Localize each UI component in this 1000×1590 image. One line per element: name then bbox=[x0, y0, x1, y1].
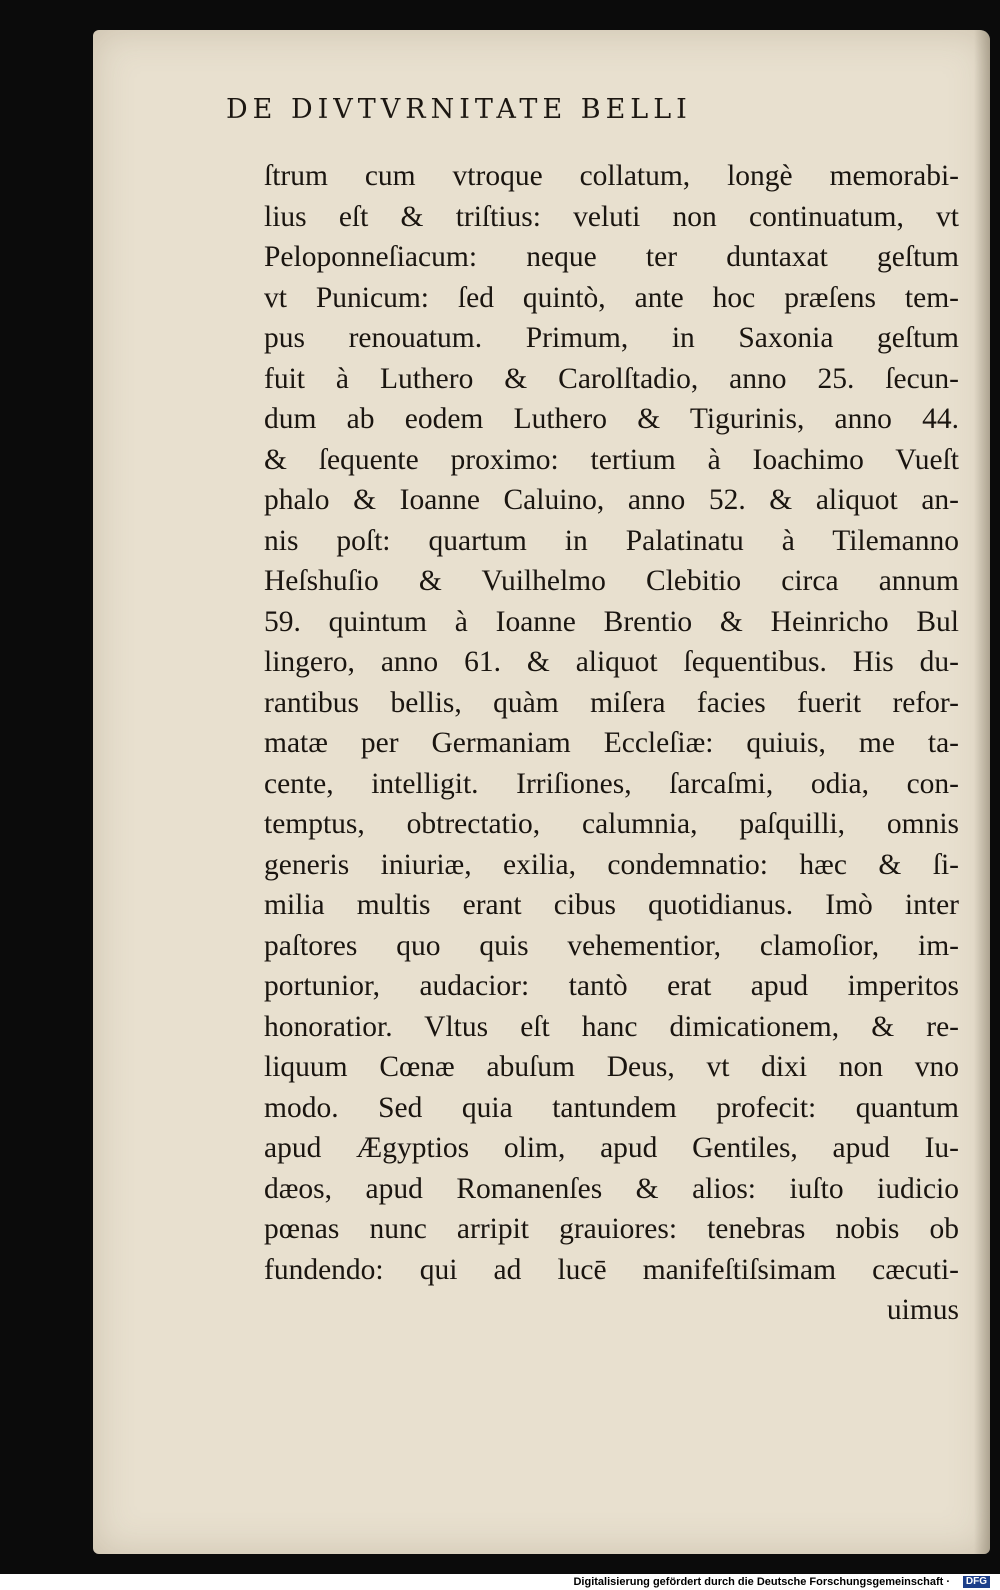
text-line: Peloponneſiacum: neque ter duntaxat geſtum bbox=[264, 241, 959, 273]
text-line: pœnas nunc arripit grauiores: tenebras nobis ob bbox=[264, 1213, 959, 1245]
text-line: lingero, anno 61. & aliquot ſequentibus. His du- bbox=[264, 646, 959, 678]
running-head: DE DIVTVRNITATE BELLI bbox=[226, 94, 692, 125]
text-line: honoratior. Vltus eſt hanc dimicationem, & re- bbox=[264, 1010, 959, 1043]
dfg-logo: DFG bbox=[963, 1576, 990, 1588]
text-line: temptus, obtrectatio, calumnia, paſquilli, omnis bbox=[264, 808, 959, 840]
text-line: & ſequente proximo: tertium à Ioachimo Vueſt bbox=[264, 443, 959, 476]
text-line: vt Punicum: ſed quintò, ante hoc præſens tem- bbox=[264, 281, 959, 314]
text-line: phalo & Ioanne Caluino, anno 52. & aliquot an- bbox=[264, 484, 959, 516]
text-line: fuit à Luthero & Carolſtadio, anno 25. ſecun- bbox=[264, 362, 959, 395]
text-line: pus renouatum. Primum, in Saxonia geſtum bbox=[264, 322, 959, 354]
text-line: fundendo: qui ad lucē manifeſtiſsimam cæcuti- bbox=[264, 1253, 959, 1286]
text-line: dum ab eodem Luthero & Tigurinis, anno 44. bbox=[264, 403, 959, 435]
text-line: generis iniuriæ, exilia, condemnatio: hæc & ſi- bbox=[264, 848, 959, 881]
page-edge bbox=[974, 30, 990, 1554]
text-line: lius eſt & triſtius: veluti non continuatum, vt bbox=[264, 200, 959, 233]
text-line: modo. Sed quia tantundem profecit: quantum bbox=[264, 1091, 959, 1124]
text-line: paſtores quo quis vehementior, clamoſior, im- bbox=[264, 929, 959, 962]
catchword: uimus bbox=[886, 1294, 959, 1326]
text-line: dæos, apud Romanenſes & alios: iuſto iudicio bbox=[264, 1172, 959, 1205]
text-block bbox=[264, 156, 959, 1331]
text-line: apud Ægyptios olim, apud Gentiles, apud Iu- bbox=[264, 1132, 959, 1164]
text-line: nis poſt: quartum in Palatinatu à Tilemanno bbox=[264, 524, 959, 557]
text-line: rantibus bellis, quàm miſera facies fuerit refor- bbox=[264, 686, 959, 719]
text-line: 59. quintum à Ioanne Brentio & Heinricho Bul bbox=[264, 605, 959, 638]
text-line: ſtrum cum vtroque collatum, longè memorabi- bbox=[264, 160, 959, 192]
text-line: milia multis erant cibus quotidianus. Imò inter bbox=[264, 889, 959, 921]
digitization-credit: Digitalisierung gefördert durch die Deutsche Forschungsgemeinschaft · bbox=[573, 1576, 950, 1588]
text-line: portunior, audacior: tantò erat apud imperitos bbox=[264, 970, 959, 1002]
text-line: liquum Cœnæ abuſum Deus, vt dixi non vno bbox=[264, 1051, 959, 1083]
text-line: Heſshuſio & Vuilhelmo Clebitio circa annum bbox=[264, 565, 959, 597]
text-line: cente, intelligit. Irriſiones, ſarcaſmi, odia, con- bbox=[264, 767, 959, 800]
text-line: matæ per Germaniam Eccleſiæ: quiuis, me ta- bbox=[264, 727, 959, 759]
